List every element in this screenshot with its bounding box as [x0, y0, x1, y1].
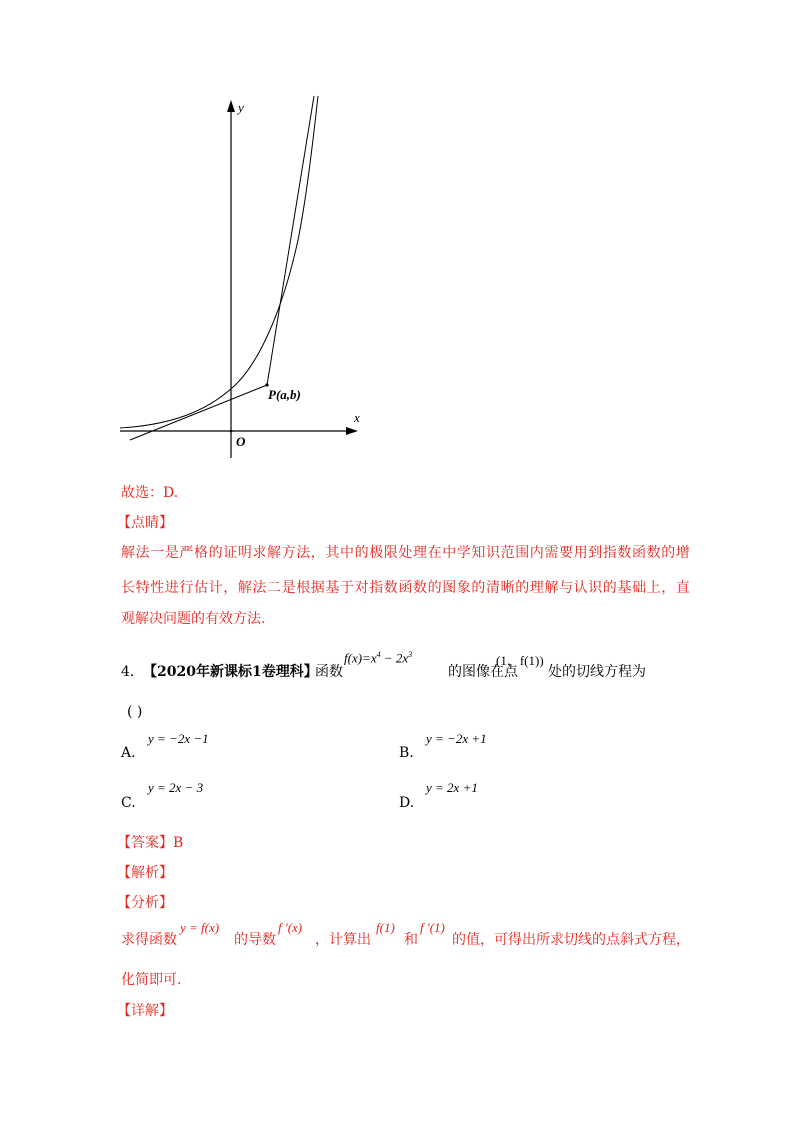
option-c-expr: y = 2x − 3: [148, 780, 204, 795]
question-number: 4．: [121, 664, 144, 680]
fenxi-t4: 和: [404, 932, 418, 948]
fenxi-m3: f(1): [376, 920, 395, 935]
origin-dot: [230, 430, 233, 433]
fenxi-t2: 的导数: [234, 932, 276, 948]
fenxi-heading: 【分析】: [117, 895, 173, 911]
fenxi-line2: 化简即可.: [121, 972, 182, 988]
question-source: 【2020年新课标1卷理科】: [143, 664, 318, 680]
dianjing-line2: 长特性进行估计，解法二是根据基于对指数函数的图象的清晰的理解与认识的基础上，直: [121, 580, 691, 596]
xiangjie-heading: 【详解】: [117, 1003, 173, 1019]
exponential-curve: [120, 96, 318, 428]
tangent-line-lower: [130, 385, 267, 440]
fenxi-m2: f ′(x): [278, 920, 303, 935]
option-a-expr: y = −2x −1: [148, 731, 209, 746]
x-axis-label: x: [354, 410, 360, 425]
option-b-expr: y = −2x +1: [426, 731, 487, 746]
answer-paren: ( ): [127, 704, 143, 720]
jiexi-heading: 【解析】: [117, 865, 173, 881]
dianjing-heading: 【点睛】: [117, 515, 173, 531]
answer-label: 【答案】: [117, 835, 173, 851]
origin-label: O: [236, 434, 246, 449]
question-mid: 的图像在点: [448, 664, 518, 680]
tangent-point: (1，f(1)): [496, 653, 544, 668]
answer-row: [117, 833, 183, 853]
answer-value: B: [173, 835, 184, 851]
answer-choice-line: 故选：D.: [121, 485, 179, 501]
option-b-letter: B.: [399, 745, 414, 761]
tangent-figure: [110, 90, 380, 470]
option-d-letter: D.: [399, 795, 415, 811]
dianjing-line1: 解法一是严格的证明求解方法，其中的极限处理在中学知识范围内需要用到指数函数的增: [121, 545, 691, 561]
y-axis-label: y: [238, 100, 244, 115]
function-expression: $f(x)=x^4 - 2x^3$: [344, 650, 413, 666]
option-d-expr: y = 2x +1: [426, 780, 478, 795]
fenxi-t3: ，计算出: [315, 932, 371, 948]
fenxi-t5: 的值，可得出所求切线的点斜式方程，: [452, 932, 690, 948]
y-axis: [227, 100, 235, 458]
fenxi-m1: y = f(x): [180, 920, 220, 935]
question-post: 处的切线方程为: [548, 664, 646, 680]
tangent-line-upper: [267, 96, 314, 385]
point-p-label: P(a,b): [268, 387, 301, 402]
option-a-letter: A.: [121, 745, 136, 761]
dianjing-line3: 观解决问题的有效方法.: [121, 611, 266, 627]
option-c-letter: C.: [121, 795, 136, 811]
fenxi-m4: f ′(1): [420, 920, 445, 935]
fenxi-t1: 求得函数: [121, 932, 177, 948]
question-pre: 函数: [315, 664, 343, 680]
